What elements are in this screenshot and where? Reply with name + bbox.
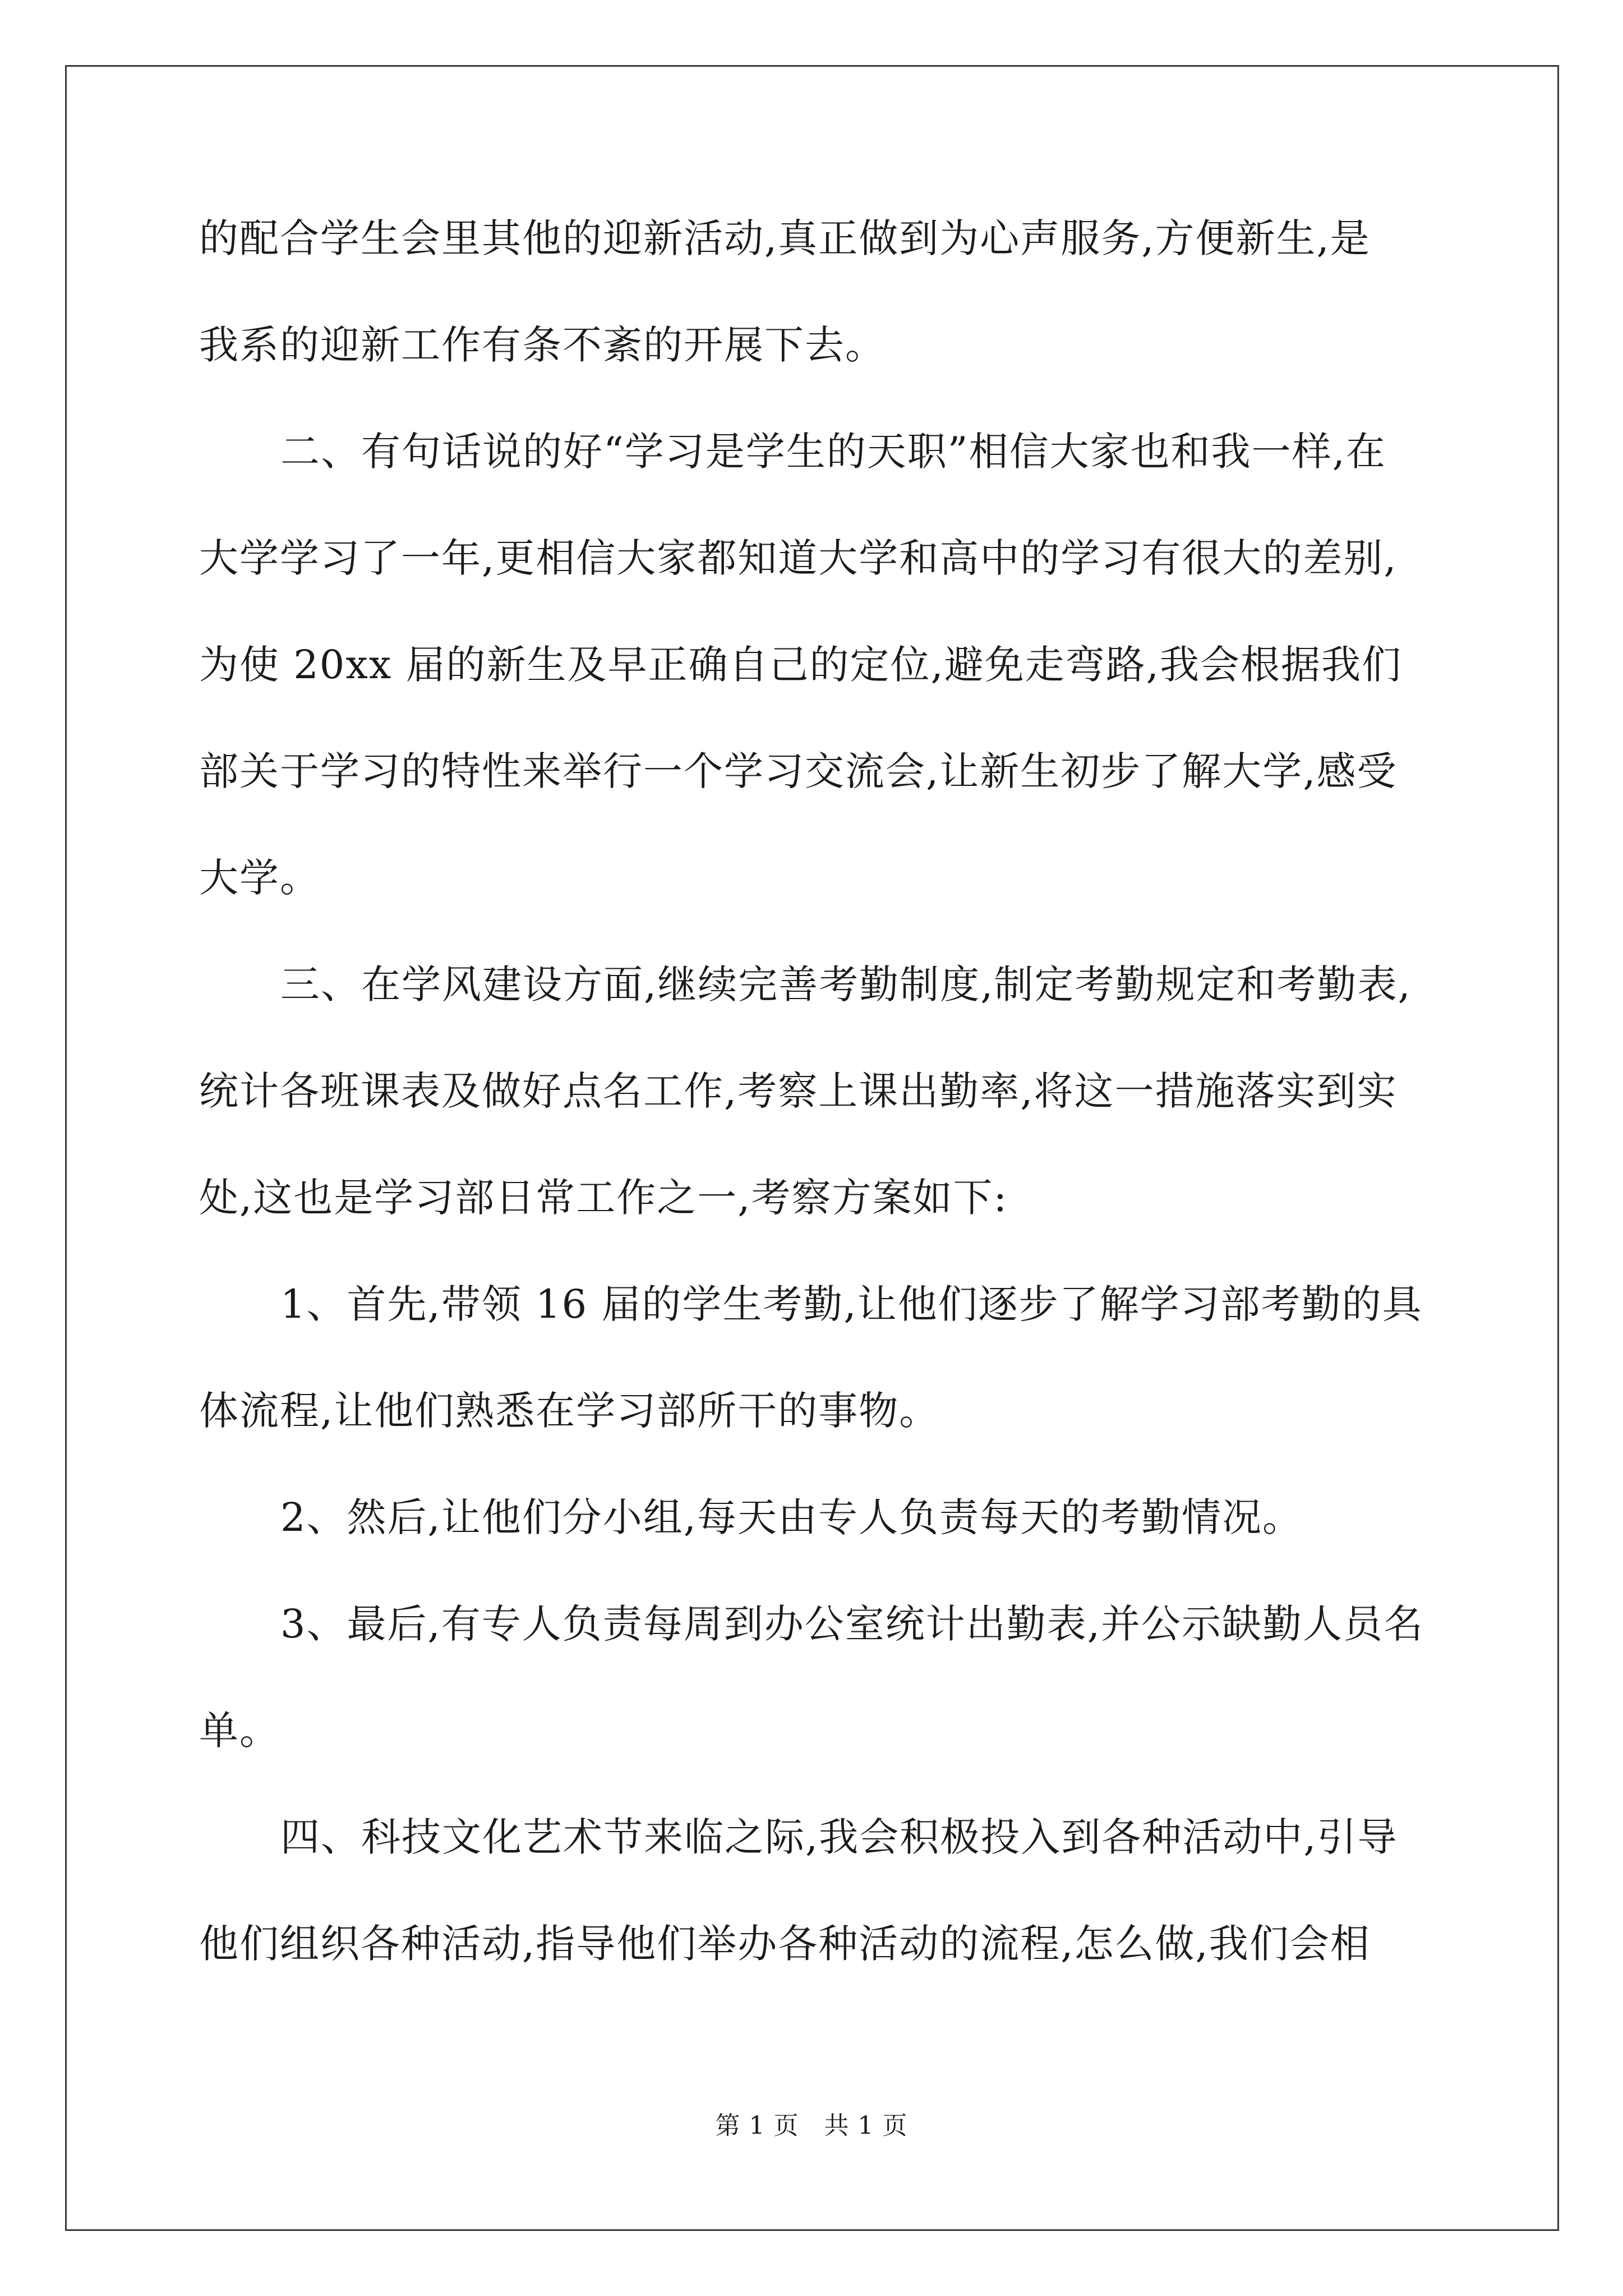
- text-line: 体流程,让他们熟悉在学习部所干的事物。: [199, 1388, 940, 1434]
- page-footer: 第 1 页 共 1 页: [715, 2111, 908, 2140]
- paragraph-heading-4: 四、科技文化艺术节来临之际,我会积极投入到各种活动中,引导: [280, 1814, 1398, 1860]
- text-line: 单。: [199, 1708, 280, 1754]
- list-item-1: 1、首先,带领 16 届的学生考勤,让他们逐步了解学习部考勤的具: [280, 1281, 1423, 1327]
- text-line: 大学。: [199, 855, 320, 901]
- text-line: 我系的迎新工作有条不紊的开展下去。: [199, 322, 886, 368]
- text-line: 处,这也是学习部日常工作之一,考察方案如下:: [199, 1175, 1008, 1221]
- list-item-2: 2、然后,让他们分小组,每天由专人负责每天的考勤情况。: [280, 1494, 1303, 1540]
- paragraph-heading-3: 三、在学风建设方面,继续完善考勤制度,制定考勤规定和考勤表,: [280, 961, 1412, 1007]
- paragraph-heading-2: 二、有句话说的好“学习是学生的天职”相信大家也和我一样,在: [280, 429, 1386, 475]
- text-line: 的配合学生会里其他的迎新活动,真正做到为心声服务,方便新生,是: [199, 215, 1371, 261]
- text-line: 为使 20xx 届的新生及早正确自己的定位,避免走弯路,我会根据我们: [199, 642, 1403, 688]
- list-item-3: 3、最后,有专人负责每周到办公室统计出勤表,并公示缺勤人员名: [280, 1601, 1424, 1647]
- text-line: 大学学习了一年,更相信大家都知道大学和高中的学习有很大的差别,: [199, 535, 1398, 581]
- page-border: [65, 65, 1559, 2231]
- text-line: 部关于学习的特性来举行一个学习交流会,让新生初步了解大学,感受: [199, 748, 1398, 794]
- text-line: 统计各班课表及做好点名工作,考察上课出勤率,将这一措施落实到实: [199, 1068, 1398, 1114]
- text-line: 他们组织各种活动,指导他们举办各种活动的流程,怎么做,我们会相: [199, 1921, 1371, 1967]
